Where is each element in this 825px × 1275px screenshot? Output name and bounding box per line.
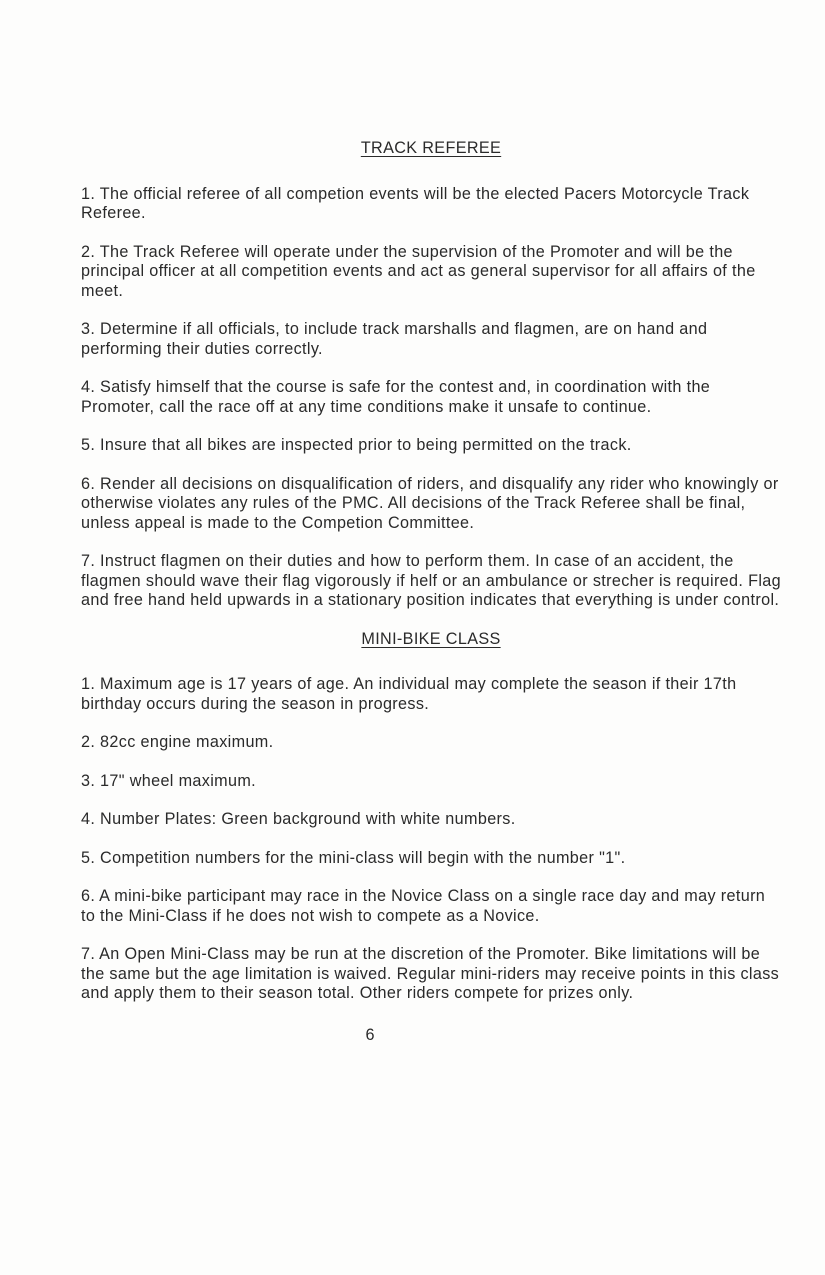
page-number: 6 [365, 1026, 375, 1044]
track-referee-item-6: 6. Render all decisions on disqualification of riders, and disqualify any rider who knowingly or otherwise violates any rules of the PMC. All decisions of the Track Referee shall be final, unless appeal is made to the Competion Committee. [81, 474, 779, 532]
section-heading-track-referee: TRACK REFEREE [360, 139, 502, 157]
track-referee-item-4: 4. Satisfy himself that the course is safe for the contest and, in coordination with the Promoter, call the race off at any time conditions make it unsafe to continue. [81, 378, 711, 416]
mini-bike-item-4: 4. Number Plates: Green background with white numbers. [81, 810, 516, 828]
track-referee-item-5: 5. Insure that all bikes are inspected prior to being permitted on the track. [81, 436, 632, 454]
mini-bike-item-3: 3. 17" wheel maximum. [81, 771, 257, 790]
mini-bike-item-7: 7. An Open Mini-Class may be run at the discretion of the Promoter. Bike limitations will be the same but the age limitation is waived. Regular mini-riders may receive points in this class and apply them to their season total. Other riders compete for prizes only. [81, 945, 780, 1002]
document-body [81, 139, 781, 1023]
track-referee-item-3: 3. Determine if all officials, to include track marshalls and flagmen, are on hand and performing their duties correctly. [81, 320, 708, 358]
track-referee-item-1: 1. The official referee of all competion events will be the elected Pacers Motorcycle Track Referee. [81, 184, 750, 222]
section-heading-mini-bike-class: MINI-BIKE CLASS [361, 629, 501, 648]
track-referee-item-7: 7. Instruct flagmen on their duties and how to perform them. In case of an accident, the flagmen should wave their flag vigorously if helf or an ambulance or strecher is required. Flag and free hand held upwards in a stationary position indicates that everything is under control. [81, 552, 781, 609]
mini-bike-item-5: 5. Competition numbers for the mini-class will begin with the number "1". [81, 848, 626, 867]
mini-bike-item-6: 6. A mini-bike participant may race in the Novice Class on a single race day and may return to the Mini-Class if he does not wish to compete as a Novice. [81, 887, 766, 925]
mini-bike-item-2: 2. 82cc engine maximum. [81, 733, 274, 751]
track-referee-item-2: 2. The Track Referee will operate under the supervision of the Promoter and will be the principal officer at all competition events and act as general supervisor for all affairs of the meet. [81, 242, 756, 300]
mini-bike-item-1: 1. Maximum age is 17 years of age. An individual may complete the season if their 17th birthday occurs during the season in progress. [81, 675, 737, 713]
